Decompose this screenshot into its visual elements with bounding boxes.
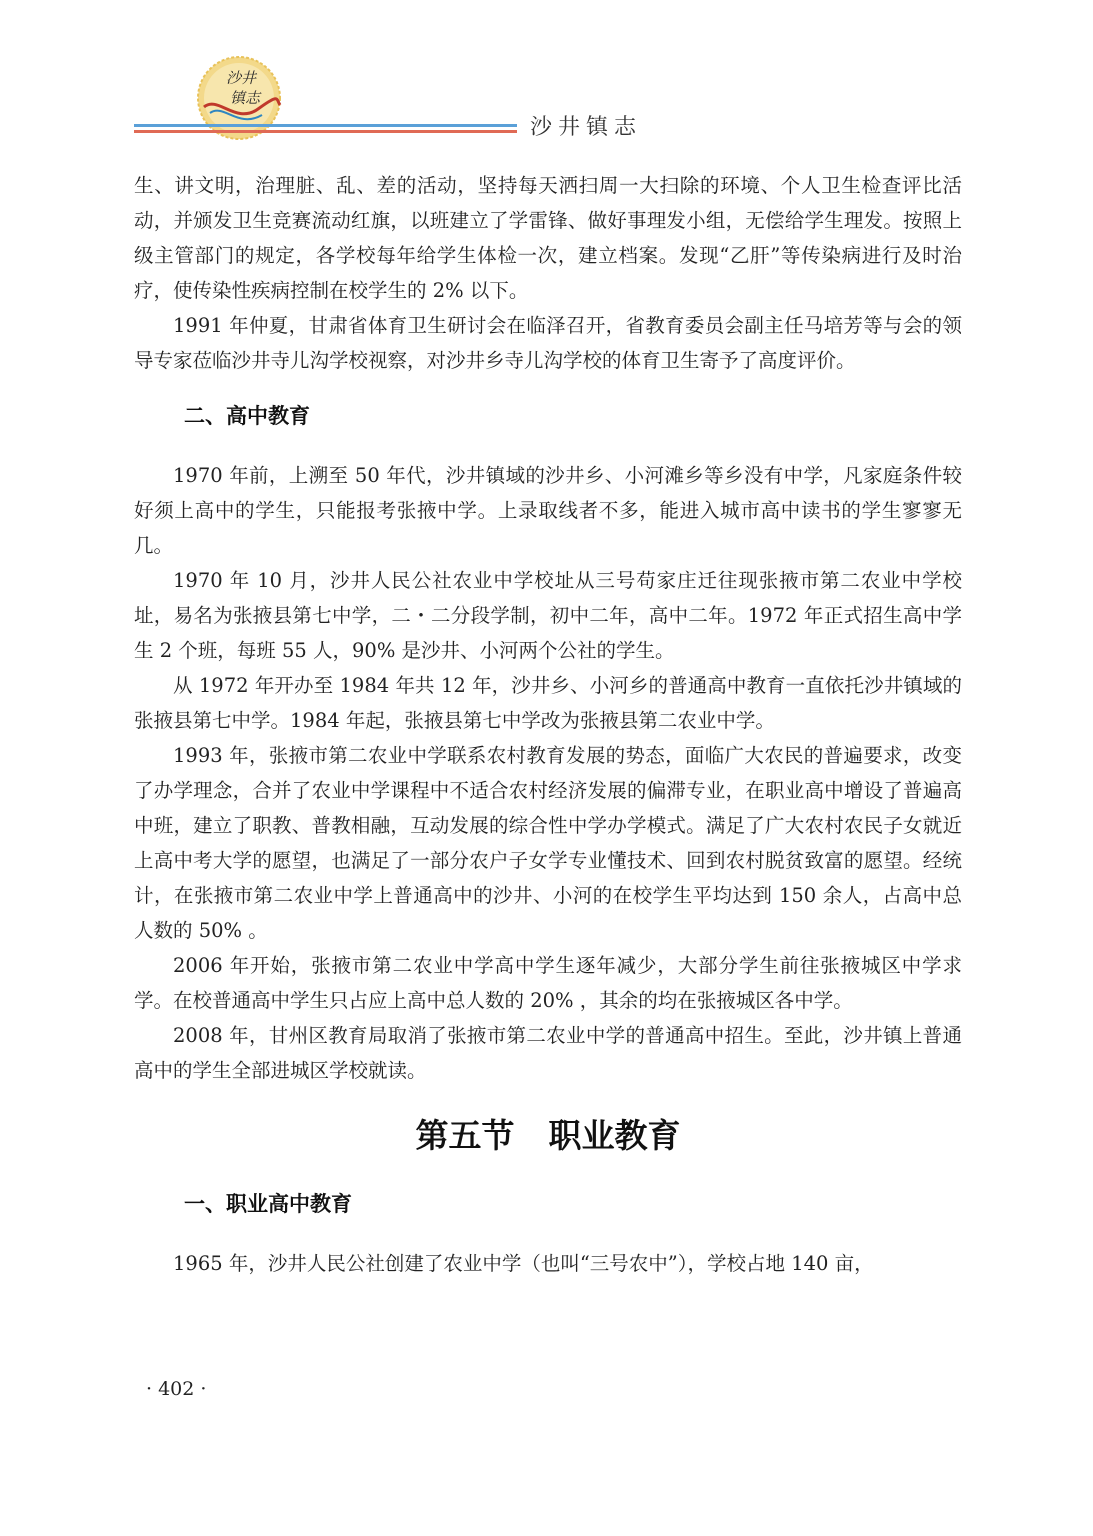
paragraph-1991-inspection: 1991 年仲夏，甘肃省体育卫生研讨会在临泽召开，省教育委员会副主任马培芳等与会的领导专家莅临沙井寺儿沟学校视察，对沙井乡寺儿沟学校的体育卫生寄予了高度评价。 bbox=[134, 314, 962, 372]
section-name: 职业教育 bbox=[548, 1116, 681, 1155]
running-title: 沙井镇志 bbox=[530, 115, 643, 140]
header-rule-blue bbox=[134, 124, 517, 127]
paragraph-hygiene-continued: 生、讲文明，治理脏、乱、差的活动，坚持每天洒扫周一大扫除的环境、个人卫生检查评比活动，并颁发卫生竞赛流动红旗，以班建立了学雷锋、做好事理发小组，无偿给学生理发。按照上级主管部门的规定，各学校每年给学生体检一次，建立档案。发现“乙肝”等传染病进行及时治疗，使传染性疾病控制在校学生的 2% 以下。 bbox=[134, 174, 962, 302]
town-gazetteer-seal-logo bbox=[196, 55, 282, 141]
paragraph-1993: 1993 年，张掖市第二农业中学联系农村教育发展的势态，面临广大农民的普遍要求，改变了办学理念，合并了农业中学课程中不适合农村经济发展的偏滞专业，在职业高中增设了普遍高中班，建立了职教、普教相融，互动发展的综合性中学办学模式。满足了广大农村农民子女就近上高中考大学的愿望，也满足了一部分农户子女学专业懂技术、回到农村脱贫致富的愿望。经统计，在张掖市第二农业中学上普通高中的沙井、小河的在校学生平均达到 150 余人，占高中总人数的 50% 。 bbox=[134, 744, 962, 942]
paragraph-2008: 2008 年，甘州区教育局取消了张掖市第二农业中学的普通高中招生。至此，沙井镇上普通高中的学生全部进城区学校就读。 bbox=[134, 1024, 962, 1082]
section-title-vocational-education bbox=[134, 1114, 962, 1158]
header-rule-red bbox=[134, 130, 517, 133]
paragraph-1972-1984: 从 1972 年开办至 1984 年共 12 年，沙井乡、小河乡的普通高中教育一直依托沙井镇域的张掖县第七中学。1984 年起，张掖县第七中学改为张掖县第二农业中学。 bbox=[134, 674, 962, 732]
paragraph-before-1970: 1970 年前，上溯至 50 年代，沙井镇域的沙井乡、小河滩乡等乡没有中学，凡家庭条件较好须上高中的学生，只能报考张掖中学。上录取线者不多，能进入城市高中读书的学生寥寥无几。 bbox=[134, 464, 962, 557]
svg-text:沙井: 沙井 bbox=[226, 69, 257, 87]
svg-text:镇志: 镇志 bbox=[230, 89, 261, 107]
heading-vocational-high-school: 一、职业高中教育 bbox=[184, 1192, 352, 1216]
heading-high-school-education: 二、高中教育 bbox=[184, 404, 310, 428]
paragraph-1965: 1965 年，沙井人民公社创建了农业中学（也叫“三号农中”），学校占地 140 亩， bbox=[173, 1252, 874, 1275]
paragraph-2006: 2006 年开始，张掖市第二农业中学高中学生逐年减少，大部分学生前往张掖城区中学求学。在校普通高中学生只占应上高中总人数的 20% ，其余的均在张掖城区各中学。 bbox=[134, 954, 962, 1012]
paragraph-1970-october: 1970 年 10 月，沙井人民公社农业中学校址从三号苟家庄迁往现张掖市第二农业中学校址，易名为张掖县第七中学，二・二分段学制，初中二年，高中二年。1972 年正式招生高中学生 2 个班，每班 55 人，90% 是沙井、小河两个公社的学生。 bbox=[134, 569, 962, 662]
page-number: · 402 · bbox=[146, 1378, 207, 1400]
section-number: 第五节 bbox=[415, 1116, 515, 1155]
page-content bbox=[134, 168, 962, 1281]
